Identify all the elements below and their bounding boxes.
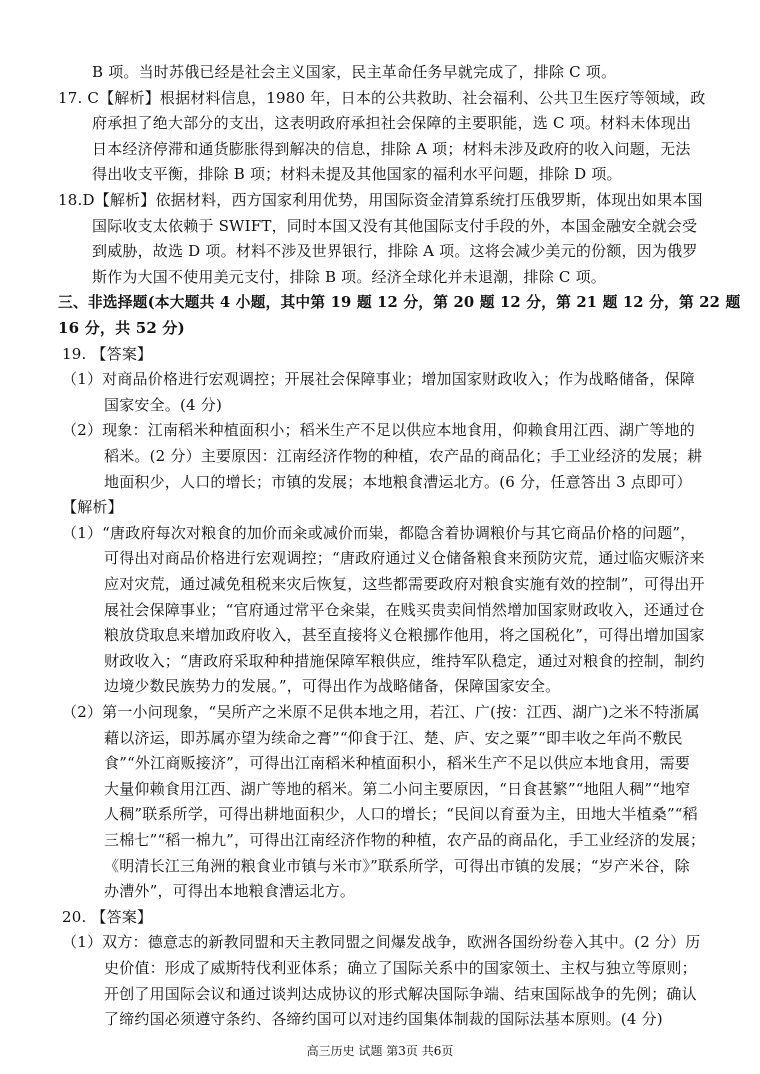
section-heading-cont: 16 分，共 52 分) — [58, 319, 185, 337]
answer-line: 得出收支平衡，排除 B 项；材料未提及其他国家的福利水平问题，排除 D 项。 — [92, 165, 622, 184]
answer-line: B 项。当时苏俄已经是社会主义国家，民主革命任务早就完成了，排除 C 项。 — [92, 63, 617, 81]
question-19-answer-label: 19. 【答案】 — [62, 344, 153, 363]
answer-line: 了缔约国必须遵守条约、各缔约国可以对违约国集体制裁的国际法基本原则。(4 分) — [104, 1010, 663, 1029]
answer-18-line: 18.D【解析】依据材料，西方国家利用优势，用国际资金清算系统打压俄罗斯，体现出如果本国 — [58, 191, 703, 209]
question-20-answer-label: 20. 【答案】 — [62, 907, 153, 926]
analysis-line: 应对灾荒，通过减免租税来灾后恢复，这些都需要政府对粮食实施有效的控制”，可得出开 — [104, 575, 705, 593]
analysis-line: （2）第一小问现象，“吴所产之米原不足供本地之用，若江、广(按：江西、湖广)之米不特浙属 — [62, 703, 700, 721]
answer-line: 到威胁，故选 D 项。材料不涉及世界银行，排除 A 项。这将会减少美元的份额，因为俄罗 — [92, 242, 698, 261]
analysis-line: 边境少数民族势力的发展。”，可得出作为战略储备，保障国家安全。 — [104, 677, 561, 696]
analysis-line: 粮放贷取息来增加政府收入，甚至直接将义仓粮挪作他用，将之国税化”，可得出增加国家 — [104, 626, 705, 645]
analysis-label: 【解析】 — [62, 498, 123, 517]
answer-line: 国家安全。(4 分) — [104, 395, 223, 414]
analysis-line: 《明清长江三角洲的粮食业市镇与米市》”联系所学，可得出市镇的发展；“岁产米谷，除 — [104, 856, 690, 875]
page-footer: 高三历史 试题 第3页 共6页 — [306, 1044, 454, 1058]
analysis-line: 食”“外江商贩接济”，可得出江南稻米种植面积小，稻米生产不足以供应本地食用，需要 — [104, 754, 691, 773]
answer-17-line: 17. C【解析】根据材料信息，1980 年，日本的公共救助、社会福利、公共卫生医疗等领域，政 — [58, 88, 706, 107]
answer-line: 斯作为大国不使用美元支付，排除 B 项。经济全球化并未退潮，排除 C 项。 — [92, 267, 606, 286]
analysis-line: 展社会保障事业；“官府通过常平仓籴粜，在贱买贵卖间悄然增加国家财政收入，还通过仓 — [104, 600, 705, 619]
analysis-line: 藉以济运，即苏属亦望为续命之膏”“仰食于江、楚、庐、安之粟”“即丰收之年尚不敷民 — [104, 728, 683, 747]
analysis-line: 可得出对商品价格进行宏观调控；“唐政府通过义仓储备粮食来预防灾荒，通过临灾赈济来 — [104, 549, 705, 568]
answer-line: 日本经济停滞和通货膨胀得到解决的信息，排除 A 项；材料未涉及政府的收入问题，无法 — [92, 139, 691, 158]
analysis-line: 三棉七”“稻一棉九”，可得出江南经济作物的种植，农产品的商品化，手工业经济的发展； — [104, 831, 706, 849]
analysis-line: 人稠”联系所学，可得出耕地面积少，人口的增长；“民间以育蚕为主，田地大半植桑”“稻 — [104, 805, 698, 824]
answer-line: 开创了用国际会议和通过谈判达成协议的形式解决国际争端、结束国际战争的先例；确认 — [104, 984, 697, 1003]
answer-line: （2）现象：江南稻米种植面积小；稻米生产不足以供应本地食用，仰赖食用江西、湖广等地的 — [62, 421, 695, 440]
answer-line: 国际收支太依赖于 SWIFT，同时本国又没有其他国际支付手段的外，本国金融安全就会受 — [92, 216, 698, 235]
analysis-line: 大量仰赖食用江西、湖广等地的稻米。第二小问主要原因，“日食甚繁”“地阻人稠”“地窄 — [104, 779, 691, 798]
answer-line: 稻米。(2 分）主要原因：江南经济作物的种植，农产品的商品化；手工业经济的发展；耕 — [104, 447, 703, 465]
section-heading: 三、非选择题(本大题共 4 小题，其中第 19 题 12 分，第 20 题 12 分，第 21 题 12 分，第 22 题 — [58, 293, 741, 312]
answer-line: 史价值：形成了威斯特伐利亚体系；确立了国际关系中的国家领土、主权与独立等原则； — [104, 959, 697, 977]
answer-line: 地面积少，人口的增长；市镇的发展；本地粮食漕运北方。(6 分，任意答出 3 点即可） — [104, 472, 692, 491]
answer-line: （1）对商品价格进行宏观调控；开展社会保障事业；增加国家财政收入；作为战略储备，保障 — [62, 370, 695, 389]
analysis-line: 办漕外”，可得出本地粮食漕运北方。 — [104, 882, 356, 901]
answer-line: 府承担了绝大部分的支出，这表明政府承担社会保障的主要职能，选 C 项。材料未体现出 — [92, 114, 692, 133]
answer-line: （1）双方：德意志的新教同盟和天主教同盟之间爆发战争，欧洲各国纷纷卷入其中。(2 分）历 — [62, 933, 701, 952]
analysis-line: 财政收入；“唐政府采取种种措施保障军粮供应，维持军队稳定，通过对粮食的控制，制约 — [104, 651, 705, 670]
analysis-line: （1）“唐政府每次对粮食的加价而籴或减价而粜，都隐含着协调粮价与其它商品价格的问题”， — [62, 523, 696, 542]
